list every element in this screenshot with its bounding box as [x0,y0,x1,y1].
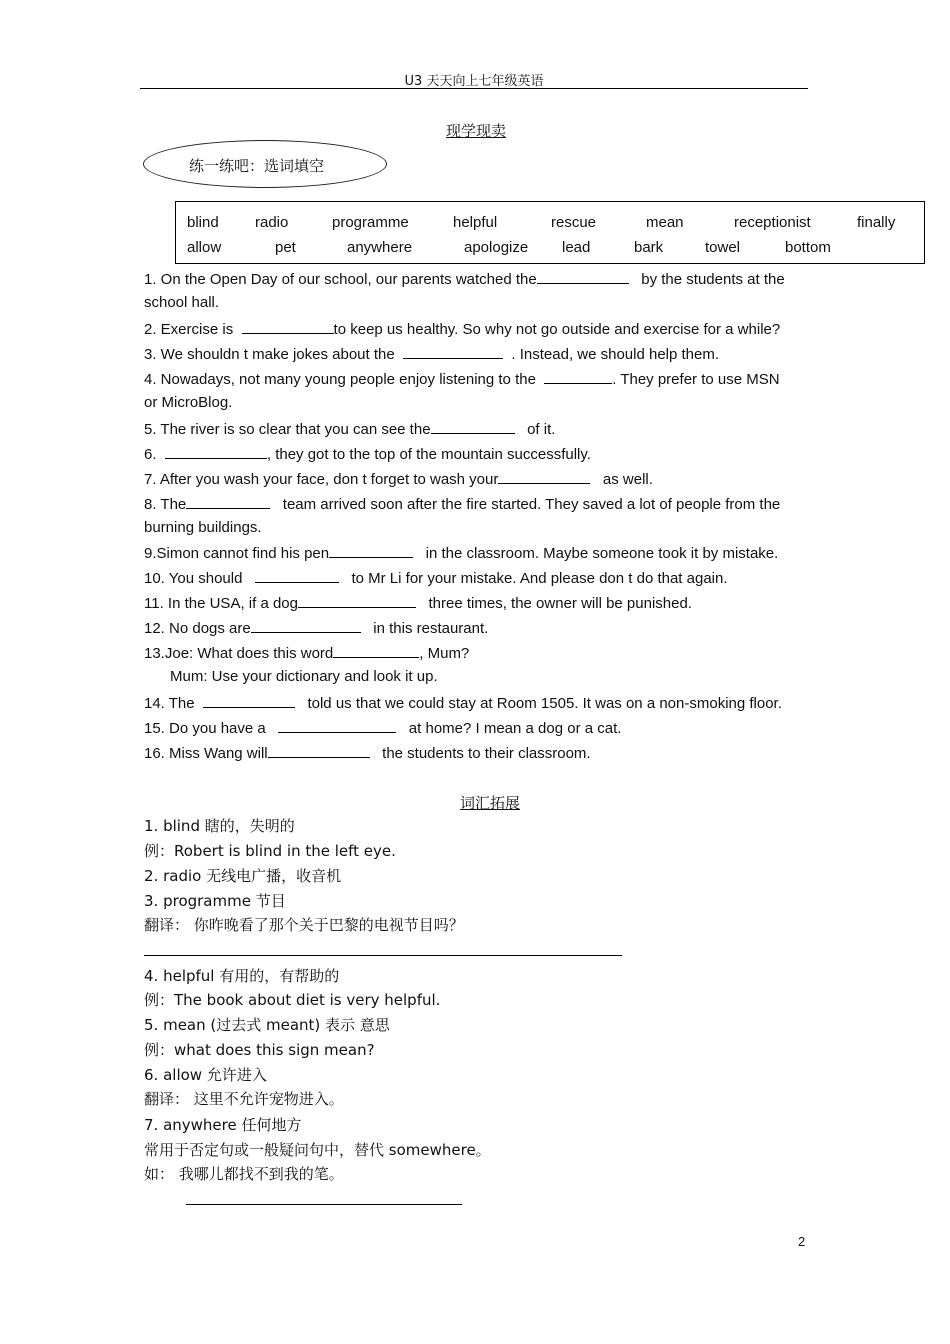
word-bank-item: pet [275,239,296,256]
question-14: 14. The told us that we could stay at Room 1505. It was on a non-smoking floor. [144,695,782,712]
answer-blank[interactable] [544,369,612,384]
word-bank-item: finally [857,214,896,231]
vocab-item-radio: 2. radio 无线电广播，收音机 [144,867,342,885]
vocab-item-programme: 3. programme 节目 [144,892,286,910]
answer-blank[interactable] [403,344,503,359]
header-rule [140,88,808,89]
word-bank-item: anywhere [347,239,413,256]
word-bank-item: receptionist [734,214,811,231]
answer-blank[interactable] [242,319,334,334]
word-bank-item: allow [187,239,222,256]
question-12: 12. No dogs are in this restaurant. [144,620,489,637]
section-title-vocabulary: 词汇拓展 [459,794,520,812]
vocab-example: 例：what does this sign mean? [144,1041,375,1059]
answer-blank[interactable] [431,419,515,434]
question-8: 8. The team arrived soon after the fire started. They saved a lot of people from the [144,496,781,513]
question-1-cont: school hall. [144,294,220,311]
question-3: 3. We shouldn t make jokes about the . Instead, we should help them. [144,346,720,363]
word-bank-box [175,201,925,264]
question-11: 11. In the USA, if a dog three times, the owner will be punished. [144,595,692,612]
question-13: 13.Joe: What does this word , Mum? [144,645,470,662]
vocab-item-allow: 6. allow 允许进入 [144,1066,267,1084]
word-bank-item: bottom [785,239,831,256]
word-bank-item: programme [332,214,409,231]
answer-line[interactable] [186,1204,462,1205]
question-6: 6. , they got to the top of the mountain successfully. [144,446,591,463]
word-bank-item: bark [634,239,664,256]
answer-blank[interactable] [268,743,370,758]
vocab-example: 如： 我哪儿都找不到我的笔。 [144,1165,344,1183]
vocab-example: 例：The book about diet is very helpful. [144,991,441,1009]
question-4: 4. Nowadays, not many young people enjoy listening to the . They prefer to use MSN [144,371,780,388]
answer-blank[interactable] [251,618,361,633]
answer-blank[interactable] [203,693,295,708]
page-header: U3 天天向上七年级英语 [404,74,544,89]
exercise-instruction: 练一练吧：选词填空 [189,157,325,175]
word-bank-item: helpful [453,214,498,231]
question-4-cont: or MicroBlog. [144,394,233,411]
vocab-translation: 翻译： 这里不允许宠物进入。 [144,1090,344,1108]
question-13-reply: Mum: Use your dictionary and look it up. [170,668,438,685]
answer-blank[interactable] [186,494,270,509]
question-9: 9.Simon cannot find his pen in the classroom. Maybe someone took it by mistake. [144,545,779,562]
question-2: 2. Exercise is to keep us healthy. So why not go outside and exercise for a while? [144,321,781,338]
question-7: 7. After you wash your face, don t forget to wash your as well. [144,471,653,488]
question-8-cont: burning buildings. [144,519,262,536]
answer-blank[interactable] [537,269,629,284]
word-bank-item: lead [562,239,591,256]
answer-blank[interactable] [298,593,416,608]
answer-blank[interactable] [329,543,413,558]
vocab-usage-note: 常用于否定句或一般疑问句中，替代 somewhere。 [144,1141,491,1159]
answer-blank[interactable] [278,718,396,733]
word-bank-item: radio [255,214,289,231]
vocab-example: 例：Robert is blind in the left eye. [144,842,396,860]
answer-blank[interactable] [255,568,339,583]
section-title-practice: 现学现卖 [445,122,506,140]
word-bank-item: blind [187,214,219,231]
answer-blank[interactable] [498,469,590,484]
question-16: 16. Miss Wang will the students to their classroom. [144,745,591,762]
vocab-item-anywhere: 7. anywhere 任何地方 [144,1116,302,1134]
vocab-translation: 翻译： 你昨晚看了那个关于巴黎的电视节目吗？ [144,916,464,934]
word-bank-item: rescue [551,214,597,231]
word-bank-item: apologize [464,239,529,256]
answer-blank[interactable] [165,444,267,459]
question-15: 15. Do you have a at home? I mean a dog or a cat. [144,720,622,737]
vocab-item-mean: 5. mean (过去式 meant) 表示 意思 [144,1016,390,1034]
page-number: 2 [798,1234,806,1249]
vocab-item-blind: 1. blind 瞎的，失明的 [144,817,295,835]
question-10: 10. You should to Mr Li for your mistake. And please don t do that again. [144,570,728,587]
word-bank-item: towel [705,239,741,256]
word-bank-item: mean [646,214,684,231]
answer-line[interactable] [144,955,622,956]
question-1: 1. On the Open Day of our school, our parents watched the by the students at the [144,271,785,288]
vocab-item-helpful: 4. helpful 有用的，有帮助的 [144,967,340,985]
question-5: 5. The river is so clear that you can see the of it. [144,421,556,438]
answer-blank[interactable] [333,643,419,658]
